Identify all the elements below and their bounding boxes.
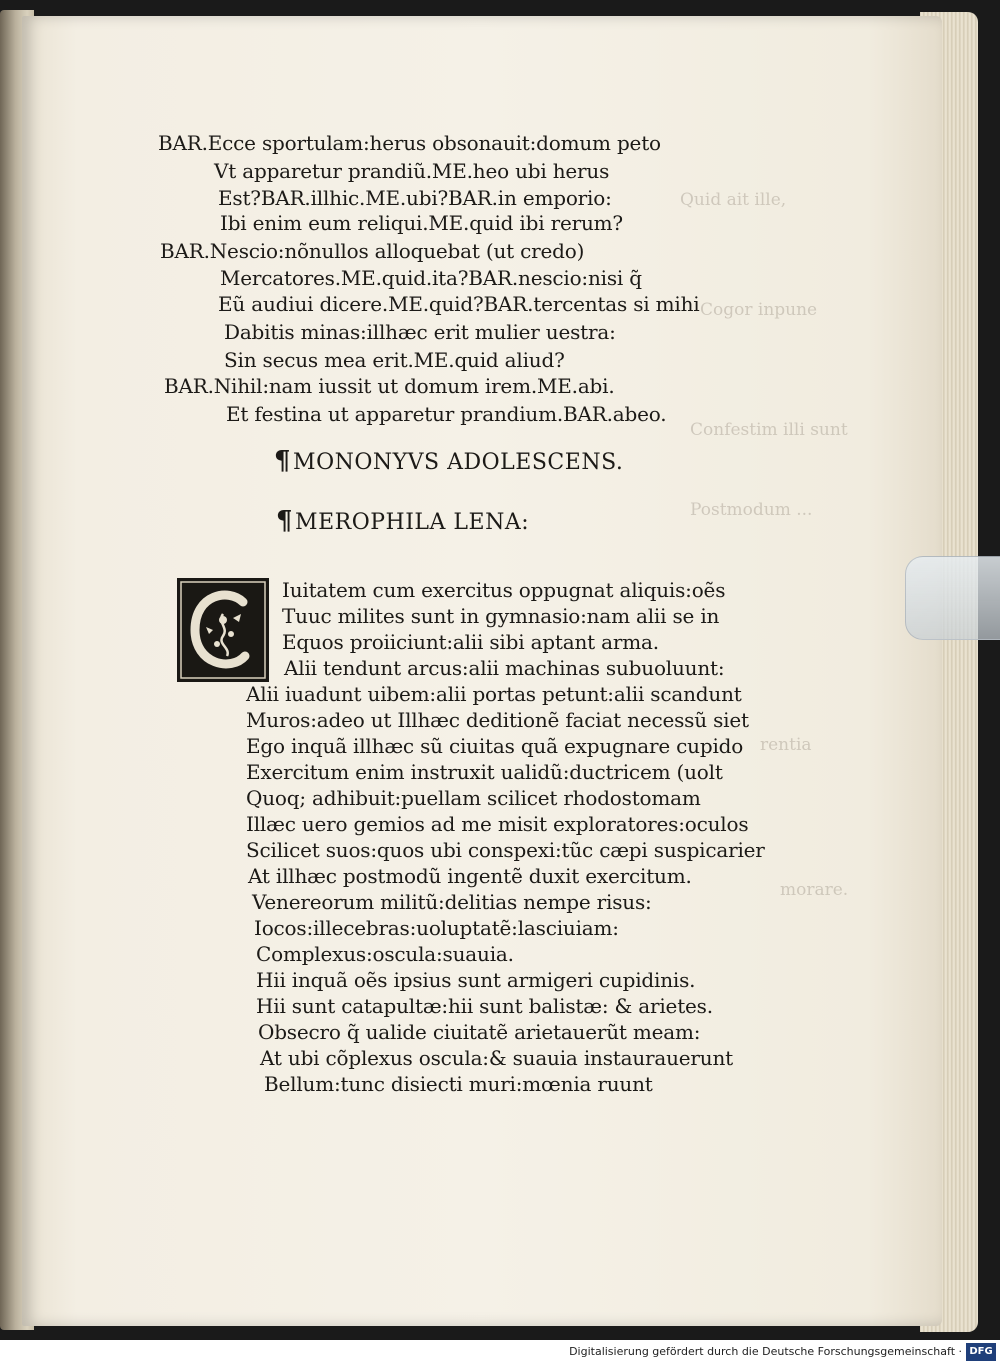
text-line: Eũ audiui dicere.ME.quid?BAR.tercentas si mihi: [218, 292, 700, 316]
footer-credit: Digitalisierung gefördert durch die Deutsche Forschungsgemeinschaft ·: [569, 1345, 962, 1358]
text-line: Muros:adeo ut Illhæc deditionẽ faciat necessũ siet: [246, 708, 749, 732]
text-line: Vt apparetur prandiũ.ME.heo ubi herus: [214, 159, 610, 183]
heading-text: MEROPHILA LENA:: [295, 510, 530, 535]
speaker-heading: [276, 508, 529, 536]
text-line: Est?BAR.illhic.ME.ubi?BAR.in emporio:: [218, 186, 612, 210]
text-line: Tuuc milites sunt in gymnasio:nam alii se in: [282, 604, 720, 628]
bleed-through-text: Cogor inpune: [700, 300, 818, 320]
text-line: Alii tendunt arcus:alii machinas subuoluunt:: [284, 656, 725, 680]
pilcrow-mark: ¶: [276, 506, 294, 536]
speaker-heading: [274, 448, 623, 476]
text-line: Hii inquã oẽs ipsius sunt armigeri cupidinis.: [256, 968, 696, 992]
heading-text: MONONYVS ADOLESCENS.: [293, 450, 624, 475]
text-line: Ego inquã illhæc sũ ciuitas quã expugnare cupido: [246, 734, 744, 758]
floral-initial-c-icon: [177, 578, 269, 682]
text-line: Alii iuadunt uibem:alii portas petunt:alii scandunt: [246, 682, 742, 706]
text-line: BAR.Nescio:nõnullos alloquebat (ut credo): [160, 239, 585, 263]
text-line: Obsecro q̃ ualide ciuitatẽ arietauerũt meam:: [258, 1020, 701, 1044]
bleed-through-text: rentia: [760, 735, 812, 755]
pilcrow-mark: ¶: [274, 446, 292, 476]
bleed-through-text: morare.: [780, 880, 849, 900]
bleed-through-text: Confestim illi sunt: [690, 420, 848, 440]
text-line: At ubi cõplexus oscula:& suauia instaurauerunt: [260, 1046, 733, 1070]
bleed-through-text: Quid ait ille,: [680, 190, 787, 210]
text-line: Iuitatem cum exercitus oppugnat aliquis:oẽs: [282, 578, 726, 602]
text-line: Venereorum militũ:delitias nempe risus:: [252, 890, 652, 914]
text-line: At illhæc postmodũ ingentẽ duxit exercitum.: [248, 864, 692, 888]
text-line: Equos proiiciunt:alii sibi aptant arma.: [282, 630, 659, 654]
text-line: Mercatores.ME.quid.ita?BAR.nescio:nisi q̃: [220, 266, 642, 290]
text-line: Iocos:illecebras:uoluptatẽ:lasciuiam:: [254, 916, 619, 940]
text-line: Bellum:tunc disiecti muri:mœnia ruunt: [264, 1072, 653, 1096]
text-line: Dabitis minas:illhæc erit mulier uestra:: [224, 320, 616, 344]
digitization-footer: [0, 1340, 1000, 1365]
text-line: Exercitum enim instruxit ualidũ:ductricem (uolt: [246, 760, 723, 784]
text-line: Et festina ut apparetur prandium.BAR.abeo.: [226, 402, 667, 426]
dfg-logo: DFG: [966, 1343, 996, 1361]
decorated-initial: [177, 578, 269, 682]
text-line: Hii sunt catapultæ:hii sunt balistæ: & arietes.: [256, 994, 713, 1018]
text-line: Scilicet suos:quos ubi conspexi:tũc cæpi suspicarier: [246, 838, 765, 862]
text-line: Complexus:oscula:suauia.: [256, 942, 514, 966]
text-line: Sin secus mea erit.ME.quid aliud?: [224, 348, 565, 372]
text-line: Ibi enim eum reliqui.ME.quid ibi rerum?: [220, 211, 623, 235]
text-line: BAR.Nihil:nam iussit ut domum irem.ME.abi.: [164, 374, 615, 398]
bleed-through-text: Postmodum ...: [690, 500, 813, 520]
text-line: BAR.Ecce sportulam:herus obsonauit:domum peto: [158, 131, 661, 155]
text-line: Illæc uero gemios ad me misit exploratores:oculos: [246, 812, 749, 836]
text-line: Quoq; adhibuit:puellam scilicet rhodostomam: [246, 786, 701, 810]
